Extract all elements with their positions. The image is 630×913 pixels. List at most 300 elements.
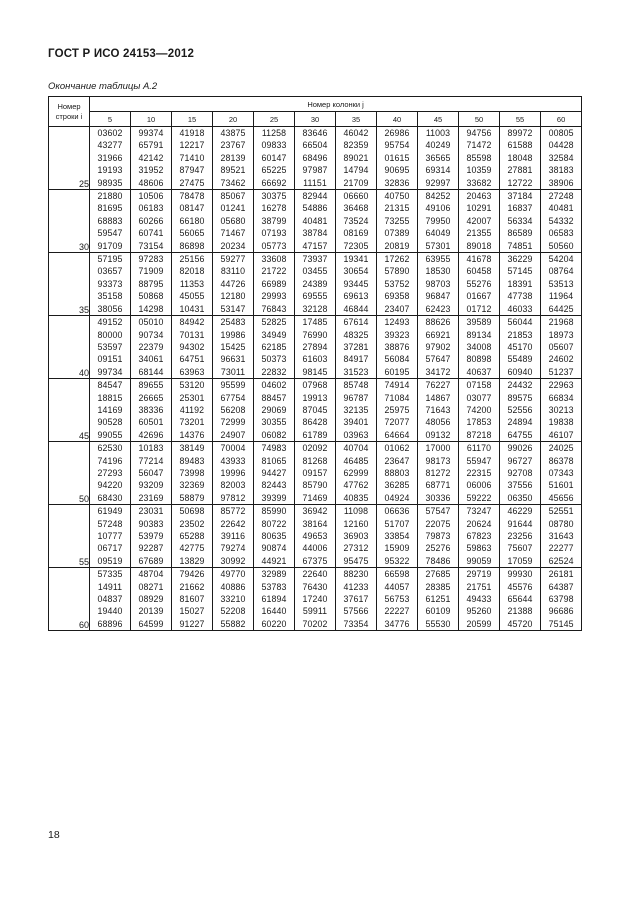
random-number: 11353 <box>179 278 205 289</box>
random-number: 58879 <box>179 492 205 503</box>
random-number: 42696 <box>138 429 164 440</box>
table-cell <box>500 568 541 631</box>
random-number: 59277 <box>220 254 246 265</box>
column-number: 15 <box>172 112 213 127</box>
table-caption: Окончание таблицы А.2 <box>48 81 158 92</box>
random-number: 21388 <box>507 606 533 617</box>
random-number: 89521 <box>220 165 246 176</box>
random-number: 43933 <box>220 455 246 466</box>
random-number: 19913 <box>302 392 328 403</box>
random-number: 71643 <box>425 404 451 415</box>
random-number: 53783 <box>261 581 287 592</box>
random-number: 45170 <box>507 341 533 352</box>
row-number: 35 <box>49 253 90 316</box>
table-cell <box>336 568 377 631</box>
random-number: 75607 <box>507 543 533 554</box>
random-number: 19838 <box>548 417 574 428</box>
random-number: 65225 <box>261 165 287 176</box>
random-number: 39323 <box>384 329 410 340</box>
random-number: 25483 <box>220 317 246 328</box>
random-number: 61603 <box>302 354 328 365</box>
random-number: 31523 <box>343 366 369 377</box>
table-cell <box>500 505 541 568</box>
random-number: 14298 <box>138 303 164 314</box>
random-number: 16440 <box>261 606 287 617</box>
table-cell <box>541 379 582 442</box>
random-number: 21662 <box>179 581 205 592</box>
random-number: 38149 <box>179 443 205 454</box>
random-number: 36468 <box>343 203 369 214</box>
random-number: 50373 <box>261 354 287 365</box>
random-number: 92997 <box>425 177 451 188</box>
random-number: 39589 <box>466 317 492 328</box>
table-cell <box>459 253 500 316</box>
random-number: 06350 <box>507 492 533 503</box>
random-number: 75145 <box>548 618 574 629</box>
random-number: 17485 <box>302 317 328 328</box>
table-cell <box>295 505 336 568</box>
random-number: 85067 <box>220 191 246 202</box>
random-number: 01241 <box>220 203 246 214</box>
random-number: 19986 <box>220 329 246 340</box>
random-number: 08764 <box>548 266 574 277</box>
random-number: 96727 <box>507 455 533 466</box>
random-number: 80635 <box>261 531 287 541</box>
random-number: 26665 <box>138 392 164 403</box>
random-number: 96847 <box>425 291 451 302</box>
random-number: 24432 <box>507 380 533 391</box>
column-number: 10 <box>131 112 172 127</box>
random-number: 01667 <box>466 291 492 302</box>
random-number: 66692 <box>261 177 287 188</box>
random-number: 76990 <box>302 329 328 340</box>
random-number: 59911 <box>302 606 328 617</box>
random-number: 81065 <box>261 455 287 466</box>
random-number: 22277 <box>548 543 574 554</box>
random-number: 34008 <box>466 341 492 352</box>
random-number: 69613 <box>343 291 369 302</box>
column-number: 25 <box>254 112 295 127</box>
random-number: 67614 <box>343 317 369 328</box>
random-number: 89134 <box>466 329 492 340</box>
random-number: 03077 <box>466 392 492 403</box>
random-number: 71410 <box>179 152 205 163</box>
random-number: 46485 <box>343 455 369 466</box>
random-number: 67823 <box>466 531 492 541</box>
random-number: 56084 <box>384 354 410 365</box>
random-number: 81272 <box>425 467 451 478</box>
table-cell <box>377 253 418 316</box>
row-number: 55 <box>49 505 90 568</box>
random-number: 98703 <box>425 278 451 289</box>
document-header: ГОСТ Р ИСО 24153—2012 <box>48 48 195 60</box>
random-number: 26986 <box>384 128 410 138</box>
random-number: 76430 <box>302 581 328 592</box>
table-cell <box>459 568 500 631</box>
random-number: 73201 <box>179 417 205 428</box>
column-numbers-row <box>49 112 582 127</box>
random-number: 31966 <box>97 152 123 163</box>
random-number: 86428 <box>302 417 328 428</box>
random-number: 15425 <box>220 341 246 352</box>
table-cell <box>541 442 582 505</box>
random-number: 14376 <box>179 429 205 440</box>
random-number: 64599 <box>138 618 164 629</box>
column-number: 35 <box>336 112 377 127</box>
table-cell <box>295 253 336 316</box>
random-number: 59222 <box>466 492 492 503</box>
random-number: 89018 <box>466 240 492 251</box>
random-number: 74851 <box>507 240 533 251</box>
random-number: 55530 <box>425 618 451 629</box>
table-cell <box>254 505 295 568</box>
random-number: 04837 <box>97 594 123 605</box>
random-number: 94302 <box>179 341 205 352</box>
random-number: 81268 <box>302 455 328 466</box>
random-number: 41918 <box>179 128 205 138</box>
random-number: 45576 <box>507 581 533 592</box>
table-cell <box>172 253 213 316</box>
random-number: 38056 <box>97 303 123 314</box>
random-number: 28139 <box>220 152 246 163</box>
random-number: 64425 <box>548 303 574 314</box>
random-number: 83110 <box>220 266 246 277</box>
random-number: 43277 <box>97 140 123 151</box>
table-row <box>49 442 582 505</box>
random-number: 93445 <box>343 278 369 289</box>
random-number: 06082 <box>261 429 287 440</box>
random-number: 06636 <box>384 506 410 517</box>
random-number: 37556 <box>507 480 533 491</box>
table-cell <box>254 127 295 190</box>
random-number: 56044 <box>507 317 533 328</box>
random-number: 25301 <box>179 392 205 403</box>
random-number: 70004 <box>220 443 246 454</box>
random-number: 10291 <box>466 203 492 214</box>
random-number: 46042 <box>343 128 369 138</box>
table-cell <box>213 253 254 316</box>
random-number: 42142 <box>138 152 164 163</box>
random-number: 21709 <box>343 177 369 188</box>
random-number: 79950 <box>425 215 451 226</box>
table-cell <box>295 568 336 631</box>
random-number: 64664 <box>384 429 410 440</box>
random-number: 96686 <box>548 606 574 617</box>
random-number: 14867 <box>425 392 451 403</box>
random-number: 33682 <box>466 177 492 188</box>
random-number: 16278 <box>261 203 287 214</box>
random-number: 09151 <box>97 354 123 365</box>
random-number: 24389 <box>302 278 328 289</box>
random-number: 93373 <box>97 278 123 289</box>
random-number: 25156 <box>179 254 205 265</box>
random-number: 53752 <box>384 278 410 289</box>
random-number: 35158 <box>97 291 123 302</box>
random-number: 65288 <box>179 531 205 541</box>
random-number: 56047 <box>138 467 164 478</box>
random-number: 60195 <box>384 366 410 377</box>
random-number: 51601 <box>548 480 574 491</box>
random-number: 60741 <box>138 228 164 239</box>
random-number: 57566 <box>343 606 369 617</box>
table-cell <box>90 127 131 190</box>
random-number: 52208 <box>220 606 246 617</box>
random-number: 10506 <box>138 191 164 202</box>
random-number: 68144 <box>138 366 164 377</box>
random-number: 66180 <box>179 215 205 226</box>
random-number: 37184 <box>507 191 533 202</box>
random-number: 11098 <box>343 506 369 517</box>
random-number: 22075 <box>425 518 451 529</box>
random-number: 91709 <box>97 240 123 251</box>
random-number: 64049 <box>425 228 451 239</box>
random-number: 52556 <box>507 404 533 415</box>
random-number: 07389 <box>384 228 410 239</box>
random-number: 31643 <box>548 531 574 541</box>
random-number: 14911 <box>97 581 123 592</box>
table-cell <box>295 442 336 505</box>
random-number: 07193 <box>261 228 287 239</box>
random-number: 83646 <box>302 128 328 138</box>
random-number: 21853 <box>507 329 533 340</box>
row-number: 40 <box>49 316 90 379</box>
random-number: 57890 <box>384 266 410 277</box>
random-number: 60147 <box>261 152 287 163</box>
random-number: 69314 <box>425 165 451 176</box>
random-number: 68896 <box>97 618 123 629</box>
random-number: 17262 <box>384 254 410 265</box>
random-number: 63798 <box>548 594 574 605</box>
table-cell <box>541 316 582 379</box>
random-number: 05607 <box>548 341 574 352</box>
random-number: 97902 <box>425 341 451 352</box>
random-number: 53513 <box>548 278 574 289</box>
table-cell <box>172 127 213 190</box>
table-cell <box>500 379 541 442</box>
random-number: 22227 <box>384 606 410 617</box>
random-number: 98935 <box>97 177 123 188</box>
random-number: 09833 <box>261 140 287 151</box>
table-cell <box>377 568 418 631</box>
random-number: 95322 <box>384 555 410 566</box>
random-number: 62530 <box>97 443 123 454</box>
random-number: 30213 <box>548 404 574 415</box>
random-number: 37617 <box>343 594 369 605</box>
random-number: 53120 <box>179 380 205 391</box>
random-number: 98173 <box>425 455 451 466</box>
random-number: 55276 <box>466 278 492 289</box>
random-number: 45656 <box>548 492 574 503</box>
random-number: 08929 <box>138 594 164 605</box>
random-number: 66504 <box>302 140 328 151</box>
random-number: 42007 <box>466 215 492 226</box>
random-number: 99059 <box>466 555 492 566</box>
random-number: 62423 <box>425 303 451 314</box>
random-number: 30375 <box>261 191 287 202</box>
random-number: 21355 <box>466 228 492 239</box>
random-number: 64387 <box>548 581 574 592</box>
table-cell <box>500 190 541 253</box>
table-cell <box>541 127 582 190</box>
row-number: 30 <box>49 190 90 253</box>
random-number: 74983 <box>261 443 287 454</box>
table-cell <box>500 127 541 190</box>
random-number: 22640 <box>302 569 328 580</box>
random-number: 03602 <box>97 128 123 138</box>
random-number: 23647 <box>384 455 410 466</box>
random-number: 73937 <box>302 254 328 265</box>
random-number: 54886 <box>302 203 328 214</box>
random-number: 22642 <box>220 518 246 529</box>
random-number: 40249 <box>425 140 451 151</box>
random-number: 07158 <box>466 380 492 391</box>
random-number: 36942 <box>302 506 328 517</box>
random-number: 01615 <box>384 152 410 163</box>
random-number: 84252 <box>425 191 451 202</box>
random-number: 10431 <box>179 303 205 314</box>
random-number: 41678 <box>466 254 492 265</box>
random-number: 30654 <box>343 266 369 277</box>
random-number: 06183 <box>138 203 164 214</box>
random-number: 66989 <box>261 278 287 289</box>
table-cell <box>131 316 172 379</box>
random-number: 01712 <box>466 303 492 314</box>
random-number: 27475 <box>179 177 205 188</box>
random-number: 24907 <box>220 429 246 440</box>
random-number: 18391 <box>507 278 533 289</box>
random-number: 12217 <box>179 140 205 151</box>
random-number: 41192 <box>179 404 205 415</box>
random-number: 22832 <box>261 366 287 377</box>
table-cell <box>254 253 295 316</box>
table-cell <box>459 316 500 379</box>
random-number: 20819 <box>384 240 410 251</box>
table-cell <box>418 379 459 442</box>
random-number: 25276 <box>425 543 451 554</box>
random-number: 02092 <box>302 443 328 454</box>
random-number: 03963 <box>343 429 369 440</box>
random-number: 29719 <box>466 569 492 580</box>
row-number: 25 <box>49 127 90 190</box>
random-number: 30336 <box>425 492 451 503</box>
random-number: 87947 <box>179 165 205 176</box>
random-number: 90874 <box>261 543 287 554</box>
random-number: 23767 <box>220 140 246 151</box>
random-number: 57195 <box>97 254 123 265</box>
random-number: 11964 <box>548 291 574 302</box>
random-number: 91644 <box>507 518 533 529</box>
table-cell <box>295 316 336 379</box>
table-row <box>49 190 582 253</box>
random-number: 48704 <box>138 569 164 580</box>
random-number: 05773 <box>261 240 287 251</box>
random-number: 67375 <box>302 555 328 566</box>
random-number: 92287 <box>138 543 164 554</box>
table-cell <box>295 379 336 442</box>
random-number: 60220 <box>261 618 287 629</box>
random-number: 56753 <box>384 594 410 605</box>
random-number: 23407 <box>384 303 410 314</box>
random-number: 06006 <box>466 480 492 491</box>
column-number: 5 <box>90 112 131 127</box>
table-body <box>49 127 582 631</box>
table-cell <box>336 253 377 316</box>
random-number: 99055 <box>97 429 123 440</box>
random-number: 23256 <box>507 531 533 541</box>
random-number: 98145 <box>302 366 328 377</box>
random-number: 08147 <box>179 203 205 214</box>
random-number: 86898 <box>179 240 205 251</box>
random-number: 49770 <box>220 569 246 580</box>
random-number: 73998 <box>179 467 205 478</box>
table-row <box>49 505 582 568</box>
random-number: 89655 <box>138 380 164 391</box>
table-cell <box>377 379 418 442</box>
random-number: 49152 <box>97 317 123 328</box>
random-number: 47157 <box>302 240 328 251</box>
table-cell <box>213 442 254 505</box>
random-number: 86589 <box>507 228 533 239</box>
table-cell <box>377 127 418 190</box>
random-number: 21880 <box>97 191 123 202</box>
random-number: 90695 <box>384 165 410 176</box>
table-cell <box>377 442 418 505</box>
random-number: 62185 <box>261 341 287 352</box>
random-number: 97987 <box>302 165 328 176</box>
random-number: 77214 <box>138 455 164 466</box>
random-number: 56208 <box>220 404 246 415</box>
random-number: 17853 <box>466 417 492 428</box>
random-number: 46033 <box>507 303 533 314</box>
random-number: 72305 <box>343 240 369 251</box>
table-cell <box>459 379 500 442</box>
random-number: 84547 <box>97 380 123 391</box>
random-number: 79873 <box>425 531 451 541</box>
table-cell <box>500 442 541 505</box>
random-number: 63955 <box>425 254 451 265</box>
random-number: 27248 <box>548 191 574 202</box>
row-number: 50 <box>49 442 90 505</box>
column-number: 60 <box>541 112 582 127</box>
random-number: 89483 <box>179 455 205 466</box>
random-number: 95475 <box>343 555 369 566</box>
random-number: 28385 <box>425 581 451 592</box>
random-number: 92708 <box>507 467 533 478</box>
table-cell <box>459 190 500 253</box>
table-cell <box>90 190 131 253</box>
random-number: 19193 <box>97 165 123 176</box>
random-number: 57335 <box>97 569 123 580</box>
random-number: 60501 <box>138 417 164 428</box>
random-number: 10183 <box>138 443 164 454</box>
random-number: 52825 <box>261 317 287 328</box>
random-number: 94427 <box>261 467 287 478</box>
random-number: 67689 <box>138 555 164 566</box>
random-number: 50560 <box>548 240 574 251</box>
random-number: 82443 <box>261 480 287 491</box>
random-number: 66834 <box>548 392 574 403</box>
random-number: 94756 <box>466 128 492 138</box>
random-number: 82944 <box>302 191 328 202</box>
random-number: 74914 <box>384 380 410 391</box>
random-number: 32135 <box>343 404 369 415</box>
random-number: 66598 <box>384 569 410 580</box>
table-cell <box>418 190 459 253</box>
column-number: 40 <box>377 112 418 127</box>
table-cell <box>213 505 254 568</box>
random-number: 82018 <box>179 266 205 277</box>
table-cell <box>336 316 377 379</box>
